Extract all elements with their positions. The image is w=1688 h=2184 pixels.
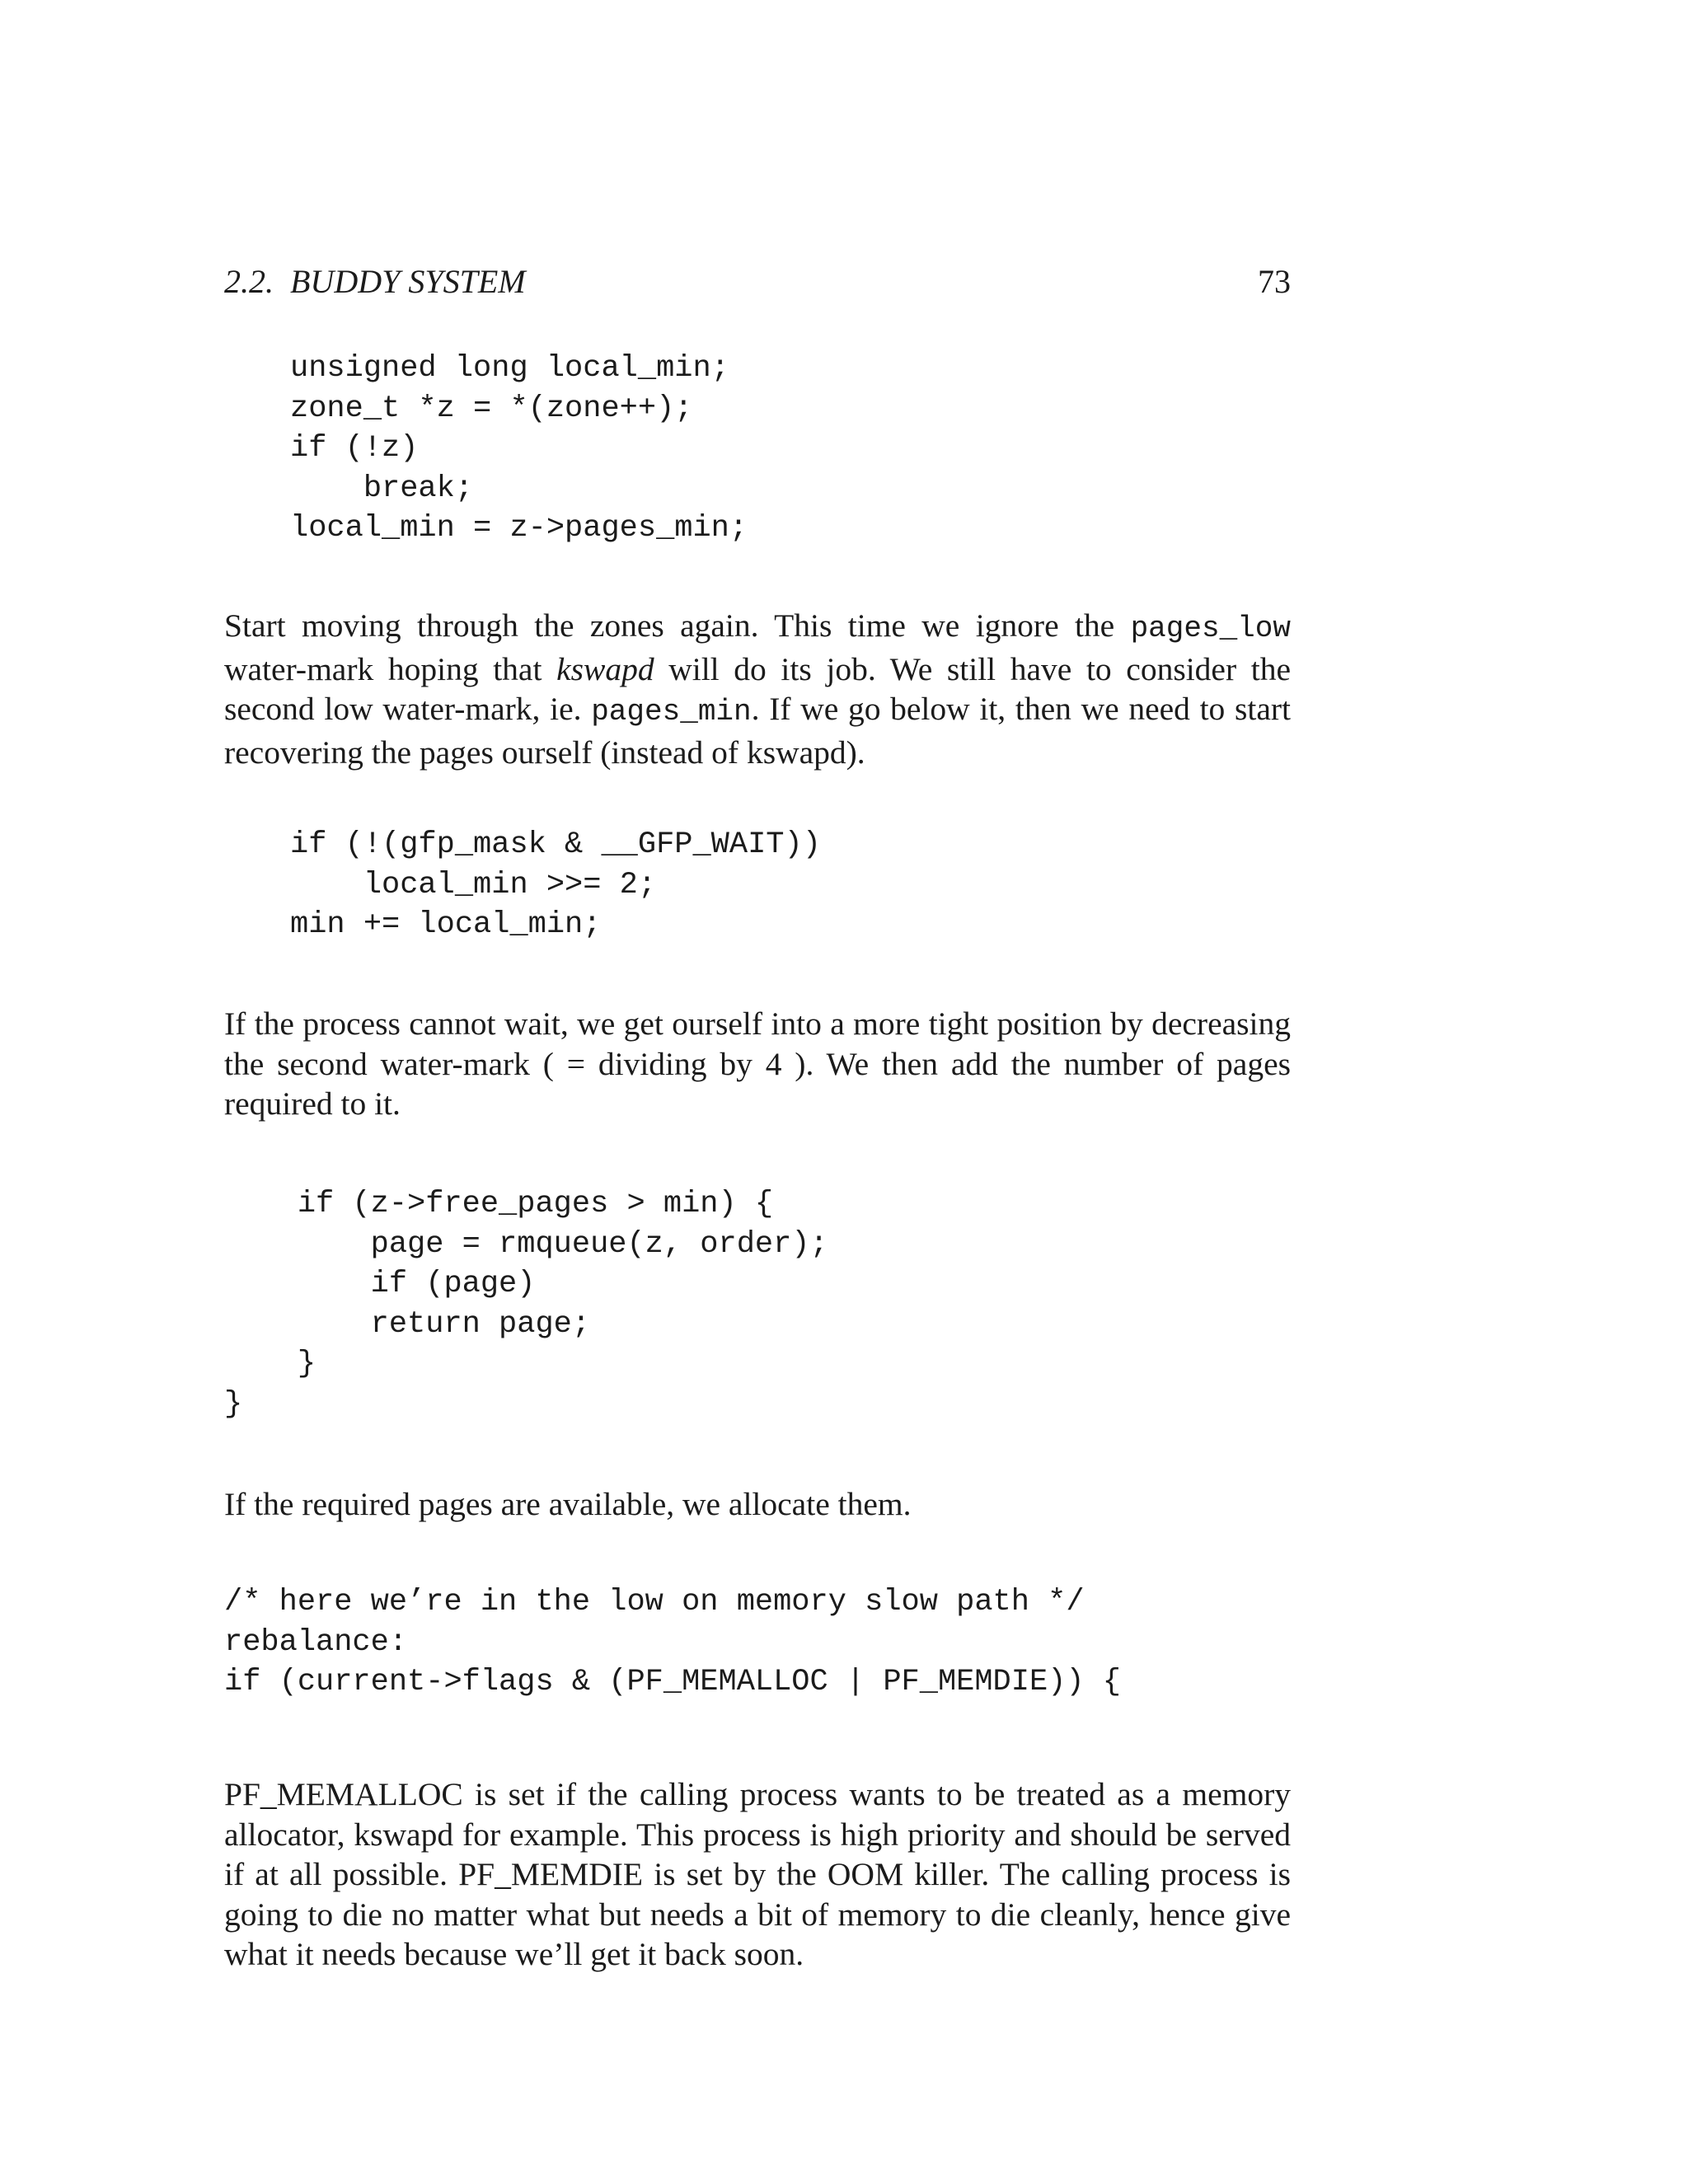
code-line: }	[224, 1386, 243, 1422]
page-number: 73	[1258, 263, 1291, 300]
paragraph-text: . If we go below it, then we need to start recovering the pages ourself (instead of kswapd).	[224, 691, 1291, 771]
code-line: min += local_min;	[290, 907, 602, 942]
code-line: zone_t *z = *(zone++);	[290, 391, 693, 426]
paragraph-zones-again	[224, 606, 1291, 772]
inline-code-pages-low: pages_low	[1130, 612, 1291, 645]
code-line: return page;	[224, 1306, 591, 1342]
code-block-free-pages	[224, 1184, 828, 1424]
code-line: break;	[290, 471, 474, 506]
code-line: if (page)	[224, 1267, 536, 1301]
code-block-local-min	[290, 349, 748, 549]
code-line: page = rmqueue(z, order);	[224, 1226, 828, 1262]
paragraph-text: Start moving through the zones again. This time we ignore the	[224, 607, 1131, 644]
section-title: 2.2. BUDDY SYSTEM	[224, 263, 526, 300]
code-line: rebalance:	[224, 1624, 408, 1660]
paragraph-text: water-mark hoping that	[224, 650, 557, 687]
emphasis-kswapd: kswapd	[556, 650, 654, 687]
paragraph-text: will do its job. We still have to consider the second low water-mark, ie.	[224, 650, 1291, 727]
code-line: unsigned long local_min;	[290, 351, 729, 386]
code-block-rebalance	[224, 1582, 1121, 1703]
code-line: if (current->flags & (PF_MEMALLOC | PF_MEMDIE)) {	[224, 1665, 1121, 1699]
code-line: if (z->free_pages > min) {	[224, 1187, 774, 1221]
code-line: }	[224, 1347, 316, 1381]
paragraph-cannot-wait: If the process cannot wait, we get ourself into a more tight position by decreasing the second water-mark ( = dividing by 4 ). We then add the number of pages required to it.	[224, 1005, 1291, 1122]
inline-code-pages-min: pages_min	[591, 695, 752, 729]
code-line: local_min = z->pages_min;	[290, 511, 748, 546]
code-line: /* here we’re in the low on memory slow path */	[224, 1585, 1085, 1619]
code-line: if (!(gfp_mask & __GFP_WAIT))	[290, 827, 821, 862]
paragraph-pf-memalloc: PF_MEMALLOC is set if the calling process wants to be treated as a memory allocator, kswapd for example. This process is high priority and should be served if at all possible. PF_MEMDIE is set by the OOM killer. The calling process is going to die no matter what but needs a bit of memory to die cleanly, hence give what it needs because we’ll get it back soon.	[224, 1776, 1291, 1972]
code-block-gfp-wait	[290, 825, 821, 945]
code-line: if (!z)	[290, 431, 419, 466]
code-line: local_min >>= 2;	[290, 867, 657, 902]
paragraph-required-pages: If the required pages are available, we allocate them.	[224, 1486, 912, 1522]
running-head	[224, 257, 1291, 307]
